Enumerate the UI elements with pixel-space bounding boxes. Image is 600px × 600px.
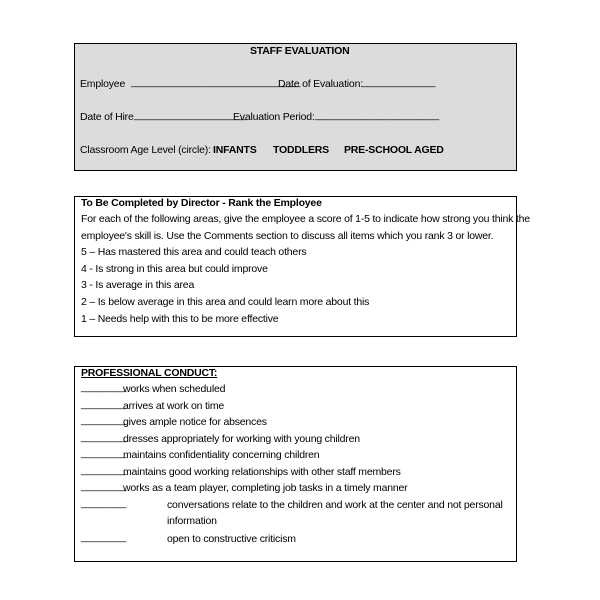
conduct-item: dresses appropriately for working with young children (123, 433, 360, 445)
employee-field[interactable]: ______________________________ (131, 76, 301, 88)
conduct-item: arrives at work on time (123, 400, 225, 412)
date-of-evaluation-label: Date of Evaluation: (278, 78, 363, 90)
conduct-score-blank[interactable]: ________ (81, 414, 127, 426)
date-of-hire-field[interactable]: ____________________ (134, 109, 247, 121)
staff-evaluation-header-box (74, 43, 517, 171)
scale-item-3: 3 - Is average in this area (81, 279, 195, 291)
instructions-paragraph-line-1: For each of the following areas, give the employee a score of 1-5 to indicate how strong you think the (81, 213, 530, 225)
age-option-toddlers[interactable]: TODDLERS (273, 144, 329, 156)
conduct-score-blank[interactable]: ________ (81, 497, 127, 509)
conduct-item: works when scheduled (123, 383, 226, 395)
conduct-item-indented: open to constructive criticism (167, 533, 296, 545)
instructions-box (74, 196, 530, 337)
conduct-item-indented-continued: information (167, 515, 217, 527)
conduct-item: works as a team player, completing job tasks in a timely manner (123, 482, 408, 494)
scale-item-5: 5 – Has mastered this area and could teach others (81, 246, 307, 258)
conduct-score-blank[interactable]: ________ (81, 447, 127, 459)
date-of-hire-label: Date of Hire (80, 111, 134, 123)
conduct-item: gives ample notice for absences (123, 416, 267, 428)
professional-conduct-box (74, 366, 517, 562)
age-option-preschool[interactable]: PRE-SCHOOL AGED (344, 144, 444, 156)
evaluation-period-field[interactable]: ______________________ (315, 109, 440, 121)
conduct-item-indented: conversations relate to the children and work at the center and not personal (167, 499, 503, 511)
scale-item-1: 1 – Needs help with this to be more effective (81, 313, 279, 325)
scale-item-4: 4 - Is strong in this area but could improve (81, 263, 268, 275)
conduct-score-blank[interactable]: ________ (81, 381, 127, 393)
conduct-score-blank[interactable]: ________ (81, 431, 127, 443)
age-level-label: Classroom Age Level (circle): (80, 144, 211, 156)
employee-label: Employee (80, 78, 126, 90)
date-of-evaluation-field[interactable]: _____________ (362, 76, 436, 88)
conduct-heading: PROFESSIONAL CONDUCT: (81, 367, 218, 379)
scale-item-2: 2 – Is below average in this area and could learn more about this (81, 296, 370, 308)
evaluation-period-label: Evaluation Period: (233, 111, 315, 123)
age-option-infants[interactable]: INFANTS (213, 144, 257, 156)
form-title: STAFF EVALUATION (250, 45, 350, 57)
instructions-heading: To Be Completed by Director - Rank the Employee (81, 197, 322, 209)
conduct-item: maintains confidentiality concerning children (123, 449, 320, 461)
conduct-score-blank[interactable]: ________ (81, 398, 127, 410)
instructions-paragraph-line-2: employee's skill is. Use the Comments section to discuss all items which you rank 3 or lower. (81, 230, 494, 242)
conduct-item: maintains good working relationships with other staff members (123, 466, 401, 478)
conduct-score-blank[interactable]: ________ (81, 464, 127, 476)
conduct-score-blank[interactable]: ________ (81, 480, 127, 492)
conduct-score-blank[interactable]: ________ (81, 531, 127, 543)
